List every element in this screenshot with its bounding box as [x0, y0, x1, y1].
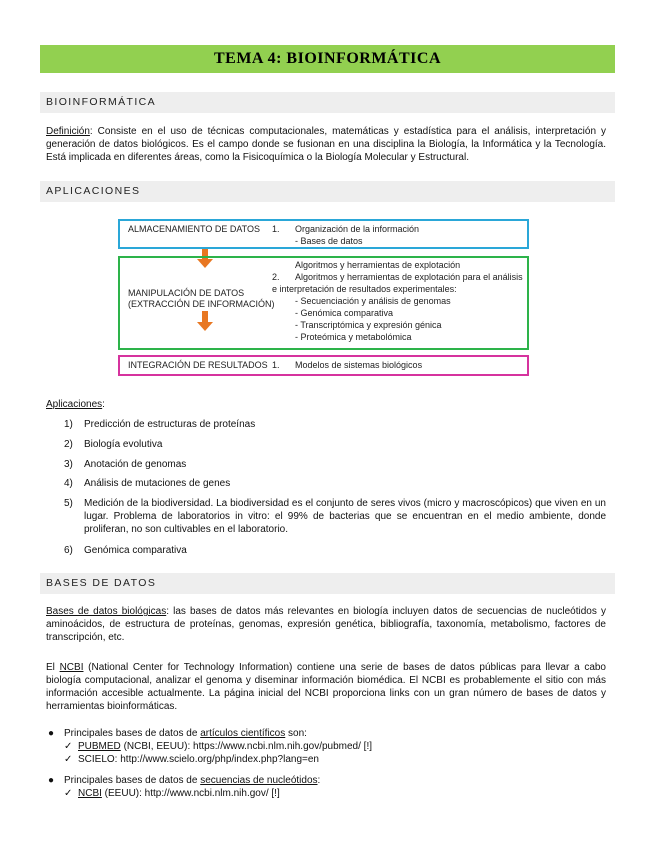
- aplicaciones-colon: :: [102, 399, 105, 410]
- storage-subitem: - Bases de datos: [295, 236, 363, 246]
- manip-line3: e interpretación de resultados experimentales:: [272, 284, 457, 294]
- storage-num: 1.: [272, 224, 280, 234]
- title-banner: [40, 45, 615, 73]
- list-num: 1): [64, 419, 73, 430]
- integration-label: INTEGRACIÓN DE RESULTADOS: [128, 360, 268, 370]
- manip-line1: Algoritmos y herramientas de explotación: [295, 260, 461, 270]
- bullet-sequences: [64, 774, 320, 787]
- arrow-head-2: [197, 322, 213, 331]
- integration-num: 1.: [272, 360, 280, 370]
- bases-text: : las bases de datos más relevantes en biología incluyen datos de secuencias de nucleótidos y aminoácidos, de estructura de proteínas, genomas, expresión genética, bibliografía, taxonomía, metabolismo, factores de transcripción, etc.: [46, 606, 606, 643]
- bullet-seq-u: secuencias de nucleótidos: [200, 775, 318, 786]
- bullet-articles-post: son:: [285, 728, 307, 739]
- manip-sub3: - Transcriptómica y expresión génica: [295, 320, 442, 330]
- list-text: Análisis de mutaciones de genes: [84, 478, 231, 489]
- manip-sub2: - Genómica comparativa: [295, 308, 394, 318]
- ncbi-db-text: (EEUU): http://www.ncbi.nlm.nih.gov/ [!]: [101, 788, 280, 799]
- list-text: Anotación de genomas: [84, 459, 187, 470]
- manip-sub1: - Secuenciación y análisis de genomas: [295, 296, 451, 306]
- list-text: Genómica comparativa: [84, 545, 187, 556]
- check-icon: ✓: [64, 754, 73, 765]
- pubmed-link[interactable]: PUBMED: [78, 741, 121, 752]
- storage-label: ALMACENAMIENTO DE DATOS: [128, 224, 261, 234]
- bases-paragraph-1: [46, 605, 606, 644]
- manip-label1: MANIPULACIÓN DE DATOS: [128, 288, 245, 298]
- manip-sub4: - Proteómica y metabolómica: [295, 332, 412, 342]
- pubmed-text: (NCBI, EEUU): https://www.ncbi.nlm.nih.gov/pubmed/ [!]: [120, 741, 372, 752]
- check-icon: ✓: [64, 788, 73, 799]
- ncbi-paragraph: [46, 661, 606, 713]
- list-num: 6): [64, 545, 73, 556]
- section-header-bioinformatica: BIOINFORMÁTICA: [40, 92, 615, 113]
- list-text: Biología evolutiva: [84, 439, 163, 450]
- page-title: TEMA 4: BIOINFORMÁTICA: [213, 50, 441, 67]
- definition-label: Definición: [46, 126, 90, 137]
- list-num: 3): [64, 459, 73, 470]
- bases-label: Bases de datos biológicas: [46, 606, 167, 617]
- list-num: 5): [64, 498, 73, 509]
- integration-item: Modelos de sistemas biológicos: [295, 360, 423, 370]
- bullet-articles: [64, 727, 307, 740]
- check-icon: ✓: [64, 741, 73, 752]
- check-item-ncbi: [64, 787, 280, 800]
- list-text: Predicción de estructuras de proteínas: [84, 419, 256, 430]
- section-header-bases: BASES DE DATOS: [40, 573, 615, 594]
- aplicaciones-heading: [46, 398, 606, 411]
- check-item-scielo: [64, 753, 319, 766]
- scielo-text: SCIELO: http://www.scielo.org/php/index.php?lang=en: [78, 754, 319, 765]
- manip-num: 2.: [272, 272, 280, 282]
- bullet-icon: ●: [48, 728, 55, 739]
- manip-label2: (EXTRACCIÓN DE INFORMACIÓN): [128, 299, 275, 309]
- ncbi-pre: El: [46, 662, 60, 673]
- bullet-seq-pre: Principales bases de datos de: [64, 775, 201, 786]
- aplicaciones-label: Aplicaciones: [46, 399, 103, 410]
- check-item-pubmed: [64, 740, 372, 753]
- bullet-articles-u: artículos científicos: [200, 728, 286, 739]
- ncbi-link[interactable]: NCBI: [59, 662, 84, 673]
- list-num: 4): [64, 478, 73, 489]
- storage-item: Organización de la información: [295, 224, 420, 234]
- manip-line2: Algoritmos y herramientas de explotación para el análisis: [295, 272, 523, 282]
- bullet-seq-post: :: [317, 775, 321, 786]
- ncbi-text: (National Center for Technology Information) contiene una serie de bases de datos públicas para llevar a cabo biología computacional, analizar el genoma y diseminar información biomédica. El NCBI es probablemente el sitio con más información accesible actualmente. La página inicial del NCBI proporciona links con un gran número de bases de datos y herramientas bioinformáticas.: [46, 662, 606, 712]
- list-text: Medición de la biodiversidad. La biodiversidad es el conjunto de seres vivos (micro y macroscópicos) que viven en un lugar. Problema de laboratorios in vitro: el 99% de bacterias que se encuentran en el medio ambiente, donde proliferan, no son cultivables en el laboratorio.: [84, 498, 606, 535]
- section-header-aplicaciones: APLICACIONES: [40, 181, 615, 202]
- list-num: 2): [64, 439, 73, 450]
- definition-text: : Consiste en el uso de técnicas computacionales, matemáticas y estadística para el análisis, interpretación y generación de datos biológicos. Es el campo donde se fusionan en una disciplina la Biología, la Informática y la Tecnología. Está implicada en diferentes áreas, como la Fisicoquímica o la Biología Molecular y Estructural.: [46, 126, 606, 163]
- bullet-articles-pre: Principales bases de datos de: [64, 728, 201, 739]
- ncbi-db-link[interactable]: NCBI: [78, 788, 102, 799]
- definition-paragraph: [46, 125, 606, 164]
- bullet-icon: ●: [48, 775, 55, 786]
